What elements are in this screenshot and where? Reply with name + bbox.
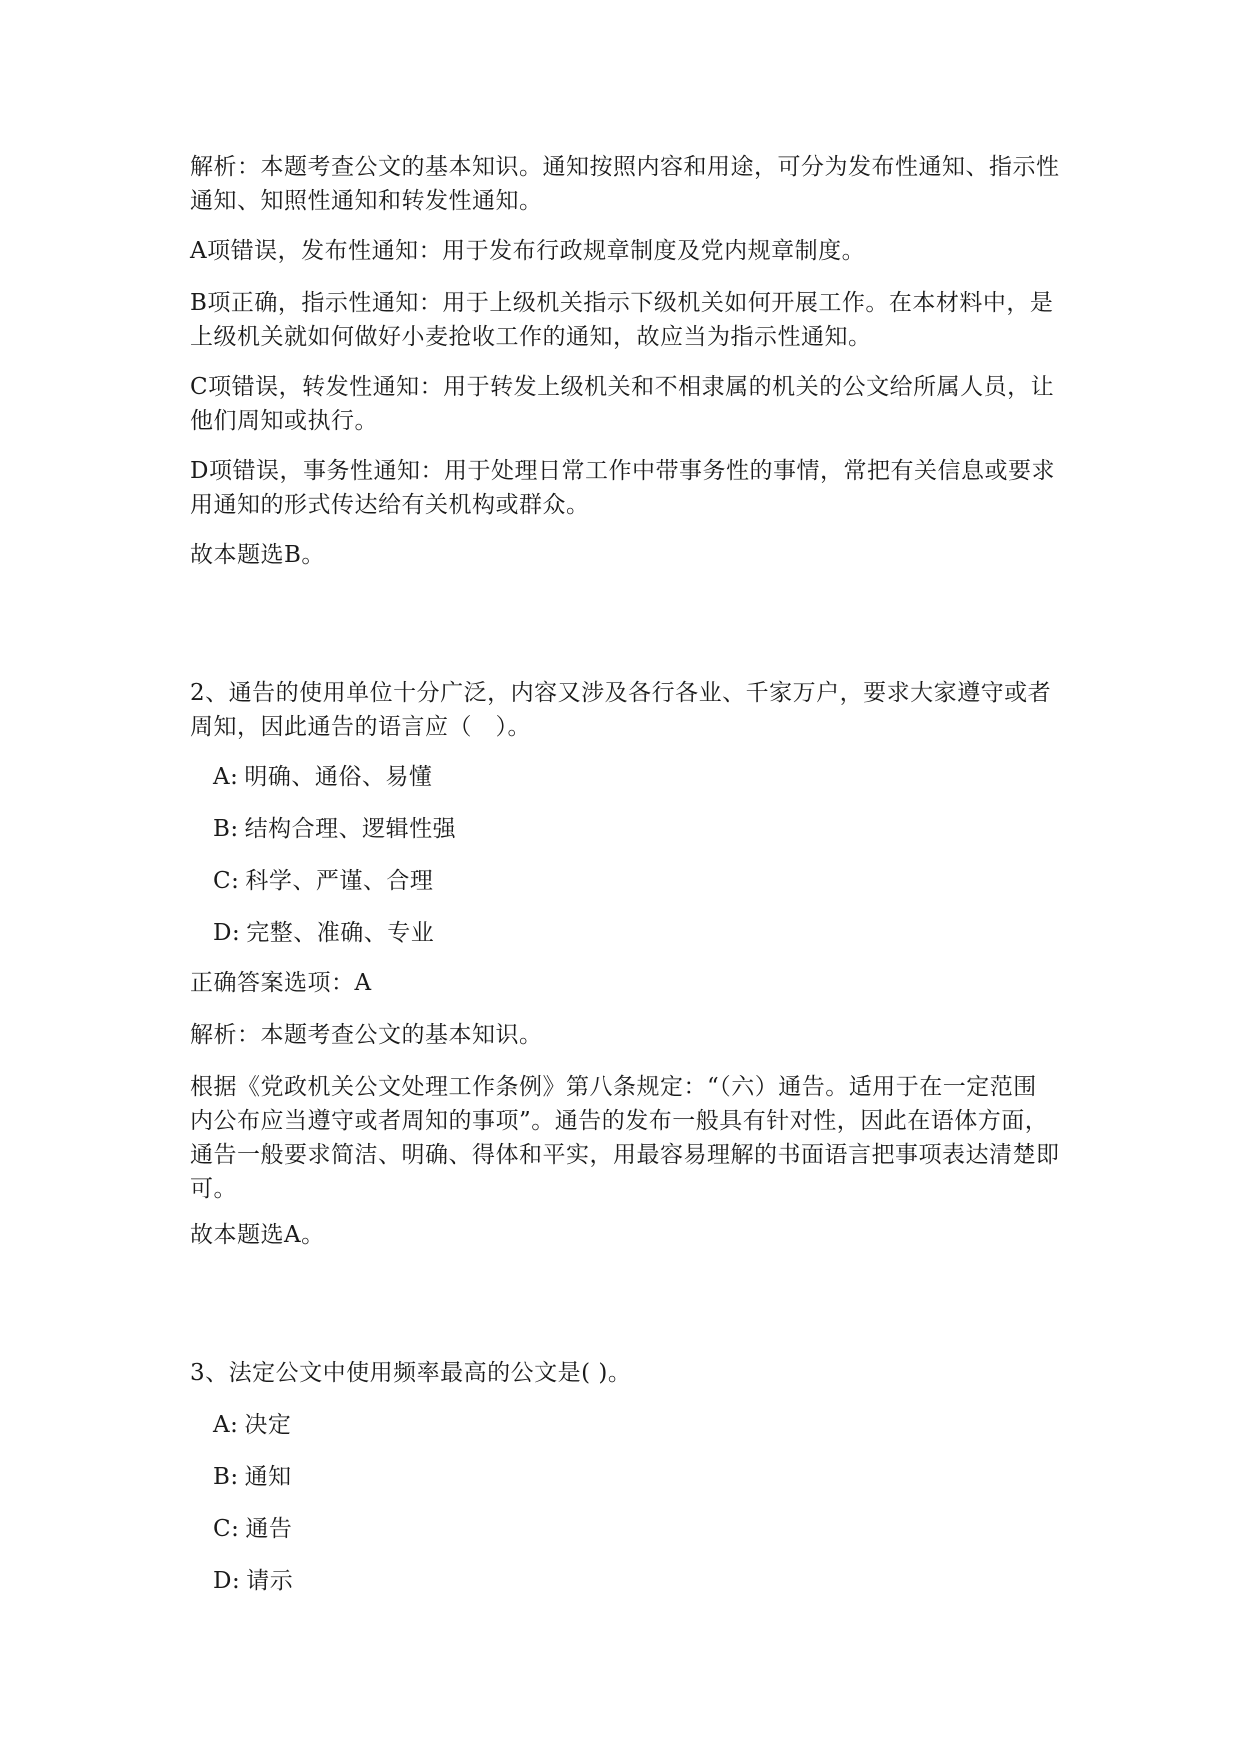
option-text: 科学、严谨、合理: [245, 868, 434, 894]
question-2-option-d: [213, 916, 434, 950]
option-separator: :: [230, 764, 239, 790]
question-3-option-c: [213, 1512, 292, 1546]
option-letter: C: [213, 1516, 232, 1542]
option-letter: D: [213, 920, 232, 946]
option-letter: A: [213, 764, 231, 790]
option-d-explanation: D项错误，事务性通知：用于处理日常工作中带事务性的事情，常把有关信息或要求用通知的形式传达给有关机构或群众。: [190, 458, 1055, 518]
option-text: 明确、通俗、易懂: [244, 764, 433, 790]
question-2-option-b: [213, 812, 456, 846]
option-separator: :: [231, 1516, 240, 1542]
option-b-explanation: B项正确，指示性通知：用于上级机关指示下级机关如何开展工作。在本材料中，是上级机关就如何做好小麦抢收工作的通知，故应当为指示性通知。: [190, 290, 1054, 350]
option-separator: :: [231, 1568, 241, 1594]
question-2-option-c: [213, 864, 433, 898]
question-3-stem: 3、法定公文中使用频率最高的公文是( )。: [190, 1360, 632, 1386]
correct-answer: 正确答案选项：A: [190, 970, 372, 996]
option-letter: C: [213, 868, 232, 894]
option-letter: B: [213, 816, 231, 842]
question-2-basis: 根据《党政机关公文处理工作条例》第八条规定：“（六）通告。适用于在一定范围内公布应当遵守或者周知的事项”。通告的发布一般具有针对性，因此在语体方面，通告一般要求简洁、明确、得体和平实，用最容易理解的书面语言把事项表达清楚即可。: [190, 1074, 1060, 1202]
option-letter: D: [213, 1568, 232, 1594]
option-separator: :: [231, 868, 240, 894]
option-text: 完整、准确、专业: [246, 920, 435, 946]
question-3-option-a: [213, 1408, 291, 1442]
option-separator: :: [230, 1464, 239, 1490]
conclusion-text: 故本题选B。: [190, 542, 325, 568]
question-2-stem: 2、通告的使用单位十分广泛，内容又涉及各行各业、千家万户，要求大家遵守或者周知，因此通告的语言应（ ）。: [190, 680, 1052, 740]
analysis-paragraph: 解析：本题考查公文的基本知识。通知按照内容和用途，可分为发布性通知、指示性通知、知照性通知和转发性通知。: [190, 154, 1060, 214]
option-letter: B: [213, 1464, 231, 1490]
option-text: 决定: [244, 1412, 292, 1438]
question-3-option-d: [213, 1564, 293, 1598]
option-separator: :: [230, 816, 239, 842]
option-text: 通告: [245, 1516, 293, 1542]
option-separator: :: [231, 920, 241, 946]
option-separator: :: [230, 1412, 239, 1438]
option-text: 通知: [244, 1464, 292, 1490]
question-3-option-b: [213, 1460, 292, 1494]
question-2-analysis: 解析：本题考查公文的基本知识。: [190, 1022, 543, 1048]
option-letter: A: [213, 1412, 231, 1438]
question-2-option-a: [213, 760, 432, 794]
option-text: 请示: [246, 1568, 294, 1594]
option-text: 结构合理、逻辑性强: [244, 816, 457, 842]
question-2-conclusion: 故本题选A。: [190, 1222, 325, 1248]
option-a-explanation: A项错误，发布性通知：用于发布行政规章制度及党内规章制度。: [190, 238, 866, 264]
option-c-explanation: C项错误，转发性通知：用于转发上级机关和不相隶属的机关的公文给所属人员，让他们周知或执行。: [190, 374, 1055, 434]
